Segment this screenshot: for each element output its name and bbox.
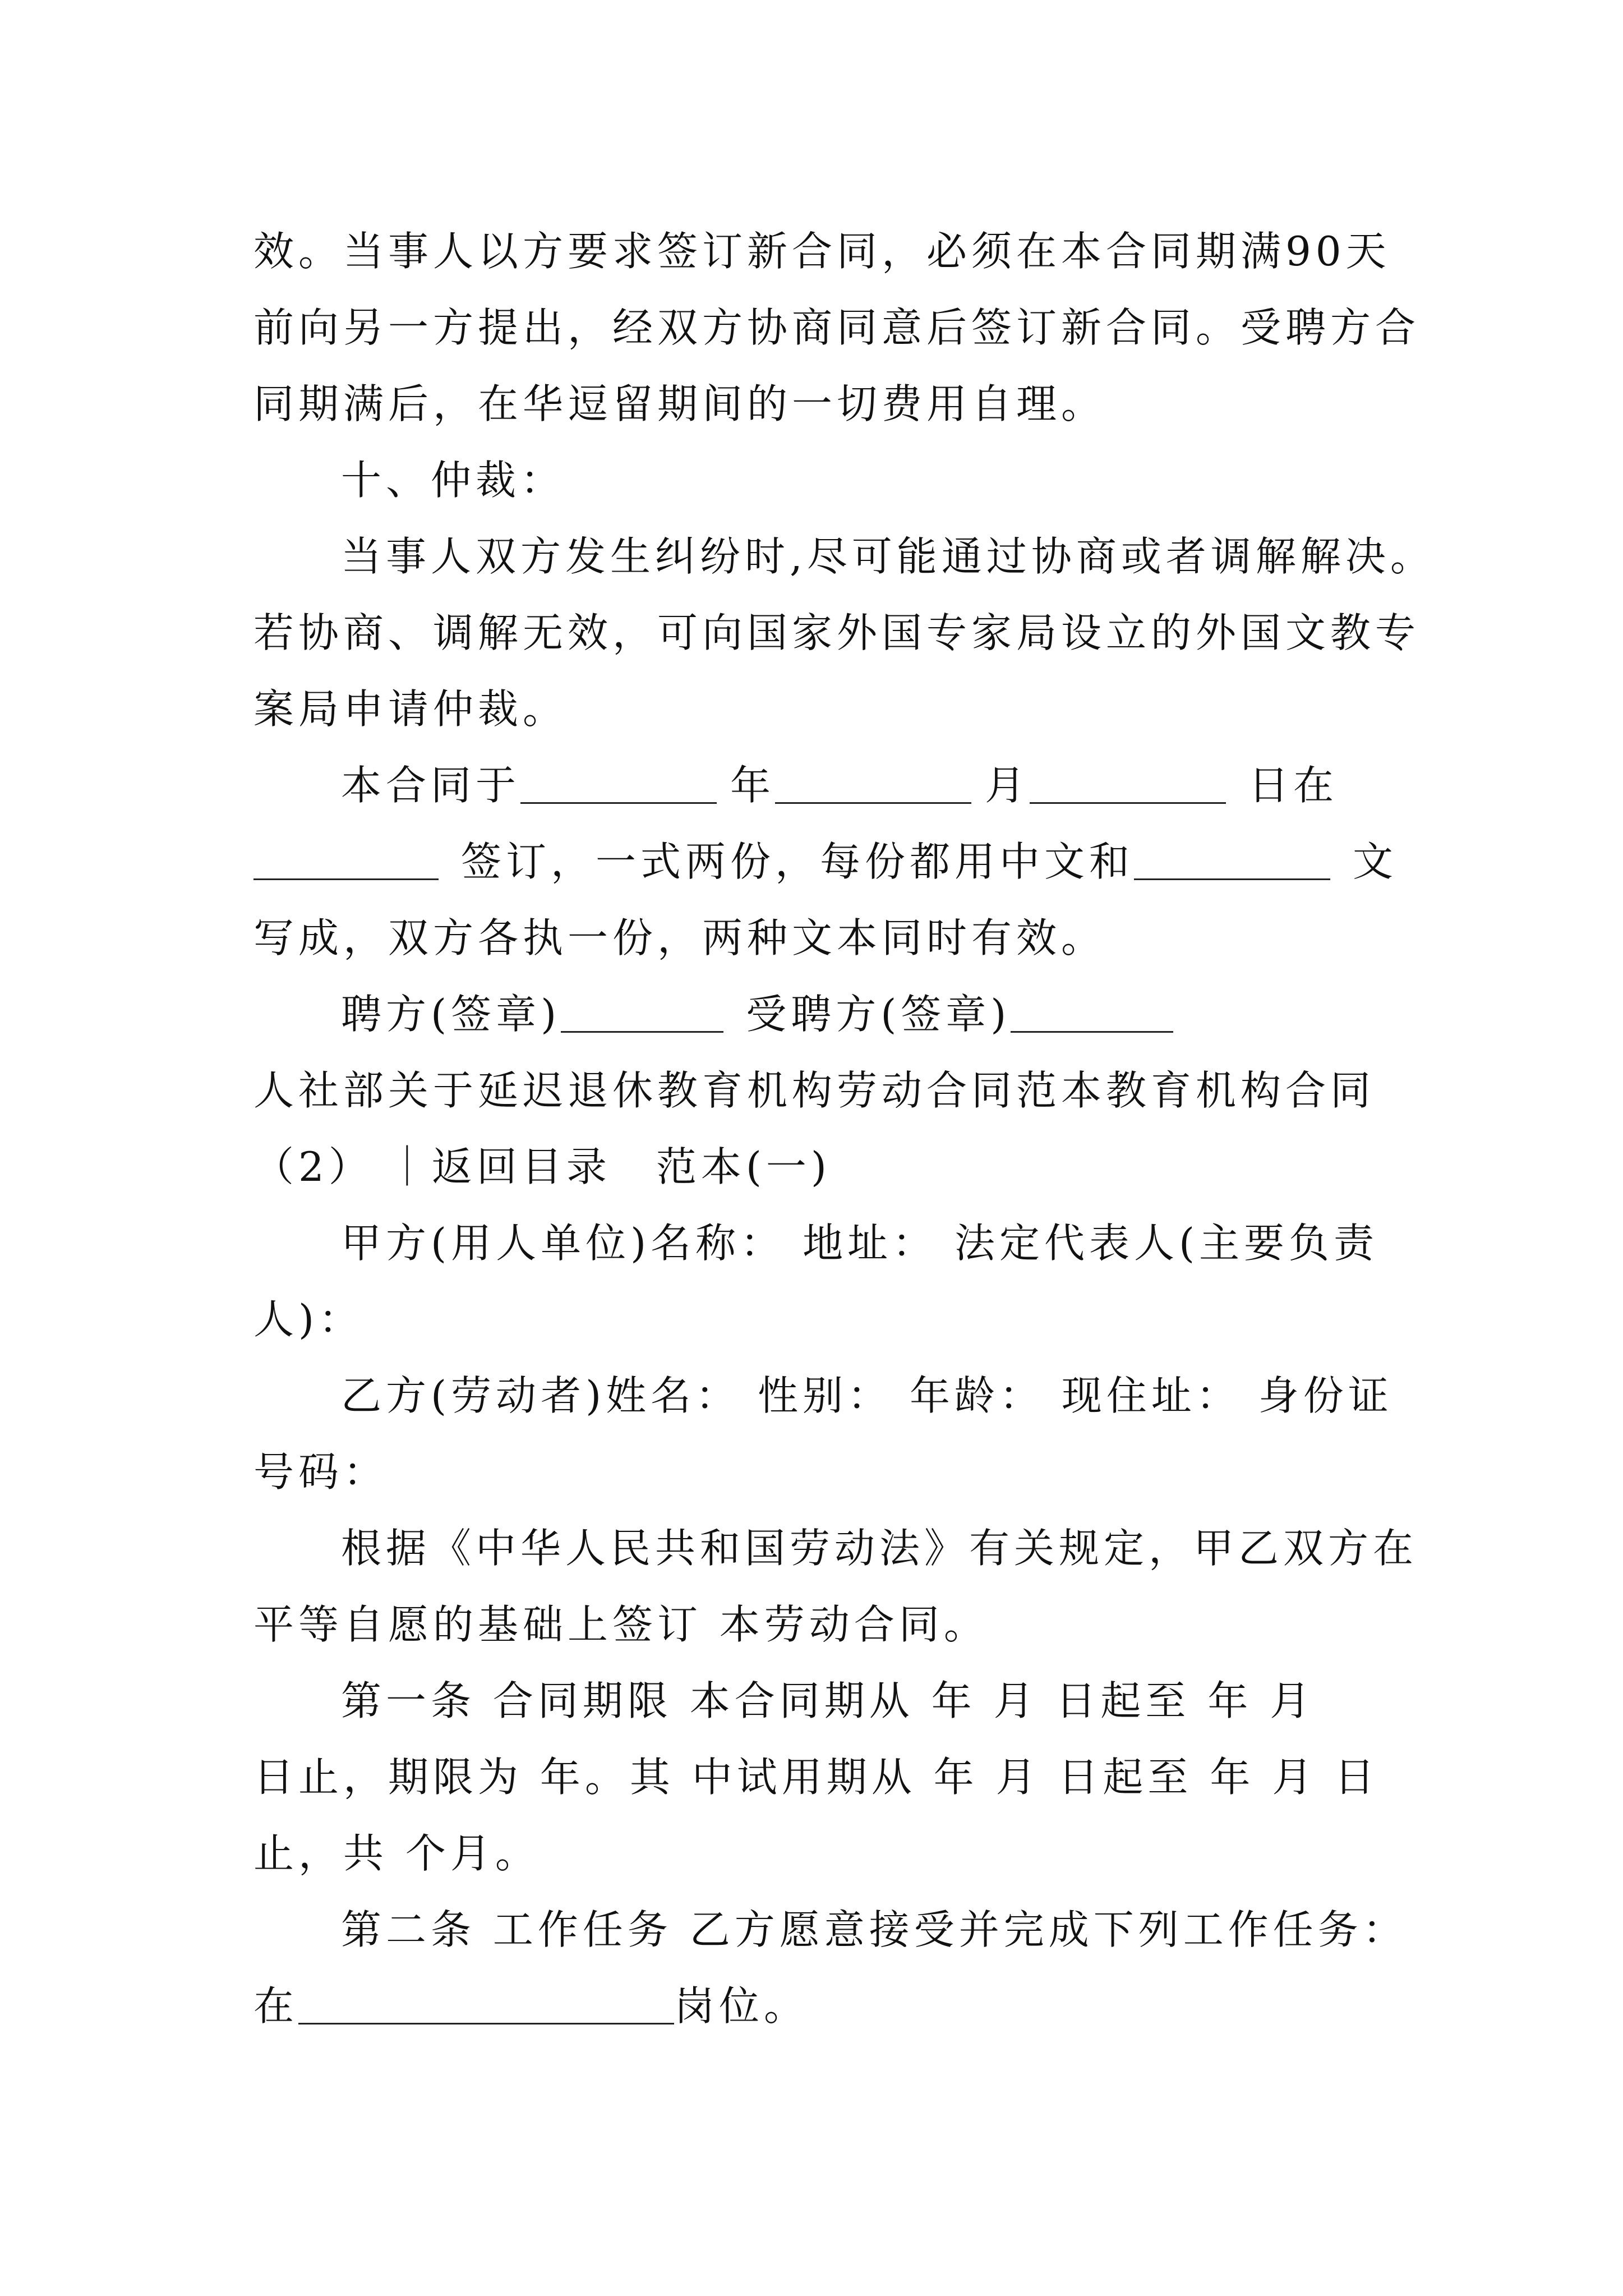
- text-line: 第二条 工作任务 乙方愿意接受并完成下列工作任务：: [341, 1906, 1408, 1953]
- year-blank[interactable]: [520, 762, 717, 804]
- post-suffix: 岗位。: [674, 1982, 809, 2030]
- job-post-line: [253, 1968, 1392, 2044]
- text-line: 平等自愿的基础上签订 本劳动合同。: [253, 1601, 989, 1648]
- back-to-toc-link[interactable]: ｜返回目录: [386, 1143, 611, 1190]
- nav-line: [253, 1129, 1392, 1205]
- employee-signature-label: 受聘方(签章): [746, 991, 1011, 1038]
- text-line: 乙方(劳动者)姓名： 性别： 年龄： 现住址： 身份证: [341, 1372, 1393, 1419]
- place-blank[interactable]: [253, 838, 439, 880]
- date-prefix: 本合同于: [341, 762, 521, 809]
- text-line: 第一条 合同期限 本合同期从 年 月 日起至 年 月: [341, 1677, 1315, 1724]
- signing-date-line: [253, 747, 1392, 823]
- month-label: 月: [985, 762, 1030, 809]
- text-line: 前向另一方提出，经双方协商同意后签订新合同。受聘方合: [253, 304, 1421, 351]
- text-line: 止，共 个月。: [253, 1830, 540, 1877]
- section-title: 人社部关于延迟退休教育机构劳动合同范本教育机构合同: [253, 1067, 1376, 1114]
- language-blank[interactable]: [1134, 838, 1330, 880]
- signing-place-line: [253, 823, 1398, 900]
- text-line: 同期满后，在华逗留期间的一切费用自理。: [253, 380, 1106, 427]
- employer-signature-label: 聘方(签章): [341, 991, 561, 1038]
- post-blank[interactable]: [298, 1982, 674, 2024]
- signing-text: 签订，一式两份，每份都用中文和: [461, 838, 1135, 885]
- month-blank[interactable]: [775, 762, 971, 804]
- text-line: 效。当事人以方要求签订新合同，必须在本合同期满90天: [253, 228, 1391, 275]
- employer-signature-blank[interactable]: [561, 991, 723, 1033]
- year-label: 年: [730, 762, 776, 809]
- employee-signature-blank[interactable]: [1011, 991, 1173, 1033]
- text-line: 案局申请仲裁。: [253, 685, 568, 733]
- text-line: 人)：: [253, 1296, 364, 1343]
- language-suffix: 文: [1353, 838, 1398, 885]
- text-line: 日止，期限为 年。其 中试用期从 年 月 日起至 年 月 日: [253, 1754, 1380, 1801]
- text-line: 号码：: [253, 1448, 389, 1496]
- day-blank[interactable]: [1030, 762, 1226, 804]
- section-number: （2）: [253, 1143, 374, 1190]
- text-line: 根据《中华人民共和国劳动法》有关规定，甲乙双方在: [341, 1525, 1418, 1572]
- post-prefix: 在: [253, 1982, 299, 2030]
- text-line: 当事人双方发生纠纷时,尽可能通过协商或者调解解决。: [341, 533, 1435, 580]
- document-page: [253, 213, 1435, 2044]
- text-line: 若协商、调解无效，可向国家外国专家局设立的外国文教专: [253, 609, 1421, 656]
- text-line: 甲方(用人单位)名称： 地址： 法定代表人(主要负责: [341, 1220, 1379, 1267]
- template-label: 范本(一): [656, 1143, 832, 1190]
- section-heading-arbitration: 十、仲裁：: [341, 457, 566, 504]
- day-label: 日在: [1248, 762, 1339, 809]
- signature-line: [253, 976, 1392, 1052]
- text-line: 写成，双方各执一份，两种文本同时有效。: [253, 914, 1106, 961]
